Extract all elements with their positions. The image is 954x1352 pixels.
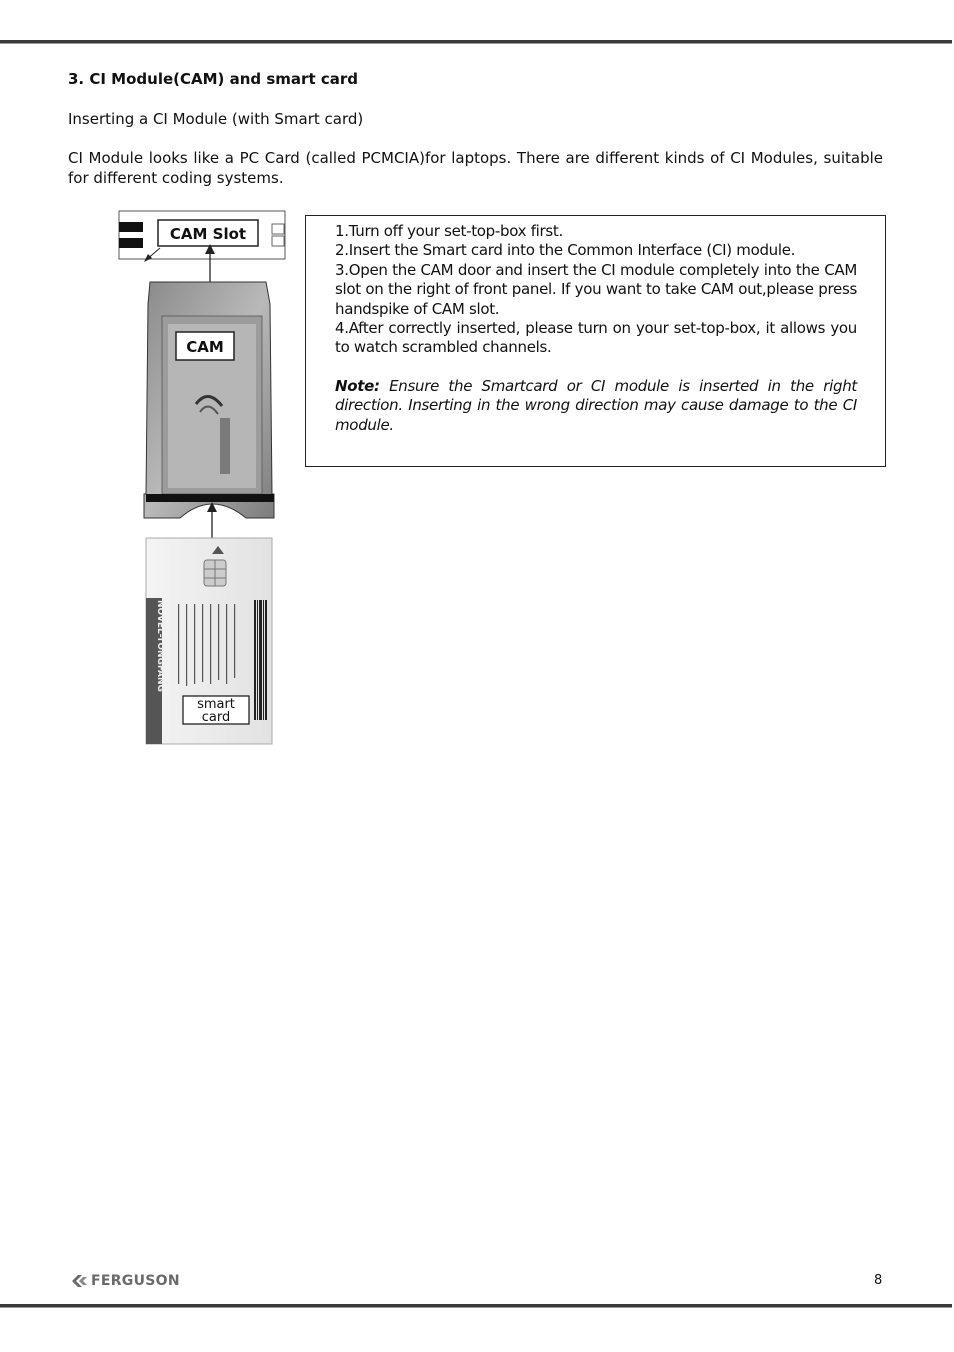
cam-module <box>144 282 274 518</box>
instruction-step-1: 1.Turn off your set-top-box first. <box>335 222 563 240</box>
cam-slot-label: CAM Slot <box>169 225 247 243</box>
smart-card <box>146 538 272 744</box>
section-subheading: Inserting a CI Module (with Smart card) <box>68 110 364 128</box>
section-heading: 3. CI Module(CAM) and smart card <box>68 70 358 88</box>
brand-logo <box>70 1272 180 1290</box>
bottom-rule <box>0 1304 952 1308</box>
instruction-step-3: 3.Open the CAM door and insert the CI module completely into the CAM slot on the right of front panel. If you want to take CAM out,please press handspike of CAM slot. <box>335 260 857 318</box>
instructions-box <box>305 215 886 467</box>
page-number: 8 <box>874 1273 883 1288</box>
card-side-text: NOVEL-TONGFANG <box>155 600 165 692</box>
instruction-step-4: 4.After correctly inserted, please turn on your set-top-box, it allows you to watch scrambled channels. <box>335 319 857 357</box>
cam-label: CAM <box>186 338 224 356</box>
instruction-note <box>335 377 857 435</box>
cam-smartcard-illustration <box>116 208 292 750</box>
intro-paragraph: CI Module looks like a PC Card (called PCMCIA)for laptops. There are different kinds of CI Modules, suitable for different coding systems. <box>68 149 883 187</box>
smart-card-label-line1: smart <box>197 697 235 712</box>
cam-slot-diagram <box>119 211 285 262</box>
smart-card-label-line2: card <box>201 710 231 725</box>
brand-name: FERGUSON <box>91 1273 180 1289</box>
note-text: Ensure the Smartcard or CI module is inserted in the right direction. Inserting in the wrong direction may cause damage to the CI module. <box>335 376 857 434</box>
ferguson-logo-icon <box>70 1273 88 1289</box>
instruction-step-2: 2.Insert the Smart card into the Common Interface (CI) module. <box>335 241 796 260</box>
top-rule <box>0 40 952 44</box>
note-label: Note: <box>335 376 380 395</box>
